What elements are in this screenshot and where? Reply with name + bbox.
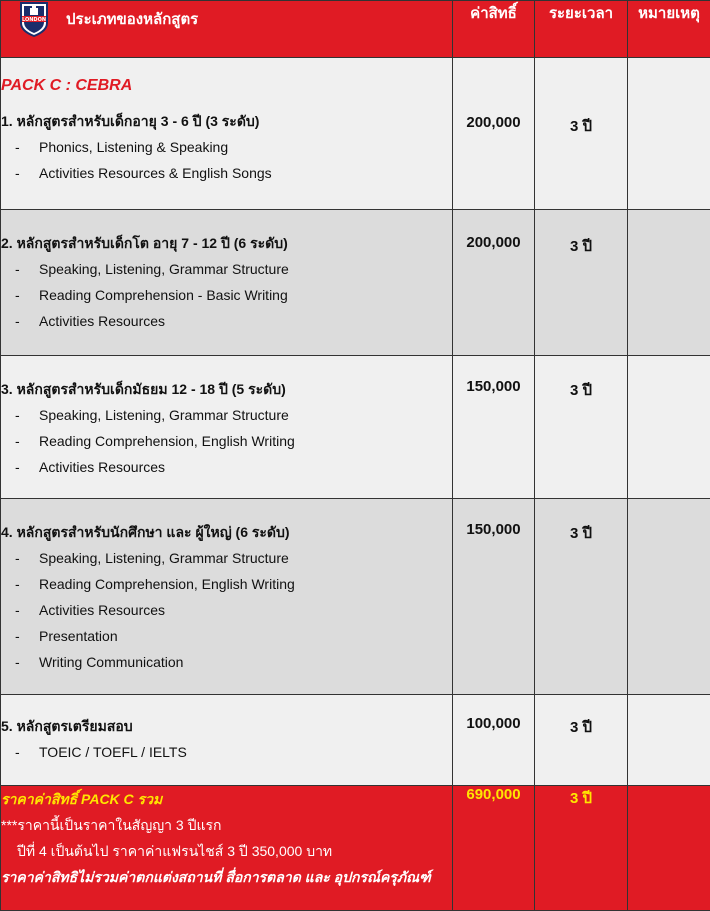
fee-cell: 100,000 [453,695,535,786]
fee-cell: 200,000 [453,58,535,210]
table-row [1,210,710,356]
course-title: 3. หลักสูตรสำหรับเด็กมัธยม 12 - 18 ปี (5 ระดับ) [1,376,452,402]
exclusion-note: ราคาค่าสิทธิไม่รวมค่าตกแต่งสถานที่ สื่อการตลาด และ อุปกรณ์ครุภัณฑ์ [1,864,452,890]
list-item: - Reading Comprehension - Basic Writing [1,282,452,308]
fee-cell: 200,000 [453,210,535,356]
total-title: ราคาค่าสิทธิ์ PACK C รวม [1,786,452,812]
total-note-cell [628,786,710,911]
course-title: 2. หลักสูตรสำหรับเด็กโต อายุ 7 - 12 ปี (6 ระดับ) [1,230,452,256]
list-item: - Reading Comprehension, English Writing [1,571,452,597]
note-cell [628,695,710,786]
header-course-label: ประเภทของหลักสูตร [66,7,198,31]
total-cell [1,786,453,911]
list-item: - Speaking, Listening, Grammar Structure [1,256,452,282]
london-logo-icon [18,1,50,37]
course-title: 5. หลักสูตรเตรียมสอบ [1,713,452,739]
renewal-note: ปีที่ 4 เป็นต้นไป ราคาค่าแฟรนไชส์ 3 ปี 350,000 บาท [1,838,452,864]
table-row [1,356,710,499]
pack-title: PACK C : CEBRA [1,76,452,96]
fee-cell: 150,000 [453,499,535,695]
note-cell [628,499,710,695]
course-cell [1,210,453,356]
header-row [1,1,710,58]
course-title: 4. หลักสูตรสำหรับนักศึกษา และ ผู้ใหญ่ (6 ระดับ) [1,519,452,545]
list-item: - Speaking, Listening, Grammar Structure [1,402,452,428]
course-title: 1. หลักสูตรสำหรับเด็กอายุ 3 - 6 ปี (3 ระดับ) [1,108,452,134]
list-item: - Activities Resources [1,308,452,334]
duration-cell: 3 ปี [535,499,628,695]
contract-note: ***ราคานี้เป็นราคาในสัญญา 3 ปีแรก [1,812,452,838]
list-item: - Activities Resources & English Songs [1,160,452,186]
duration-cell: 3 ปี [535,695,628,786]
header-duration: ระยะเวลา [535,1,628,58]
course-cell [1,695,453,786]
duration-cell: 3 ปี [535,356,628,499]
note-cell [628,210,710,356]
course-cell [1,356,453,499]
header-fee: ค่าสิทธิ์ [453,1,535,58]
list-item: - TOEIC / TOEFL / IELTS [1,739,452,765]
total-fee: 690,000 [453,786,535,911]
total-row [1,786,710,911]
note-cell [628,58,710,210]
duration-cell: 3 ปี [535,58,628,210]
total-duration: 3 ปี [535,786,628,911]
list-item: - Reading Comprehension, English Writing [1,428,452,454]
table-row [1,58,710,210]
list-item: - Phonics, Listening & Speaking [1,134,452,160]
list-item: - Presentation [1,623,452,649]
note-cell [628,356,710,499]
table-row [1,499,710,695]
course-cell [1,58,453,210]
logo-text: LONDON [22,17,46,23]
list-item: - Activities Resources [1,597,452,623]
fee-cell: 150,000 [453,356,535,499]
list-item: - Writing Communication [1,649,452,675]
duration-cell: 3 ปี [535,210,628,356]
header-note: หมายเหตุ [628,1,710,58]
table-row [1,695,710,786]
header-course-type [1,1,453,58]
course-cell [1,499,453,695]
list-item: - Speaking, Listening, Grammar Structure [1,545,452,571]
list-item: - Activities Resources [1,454,452,480]
